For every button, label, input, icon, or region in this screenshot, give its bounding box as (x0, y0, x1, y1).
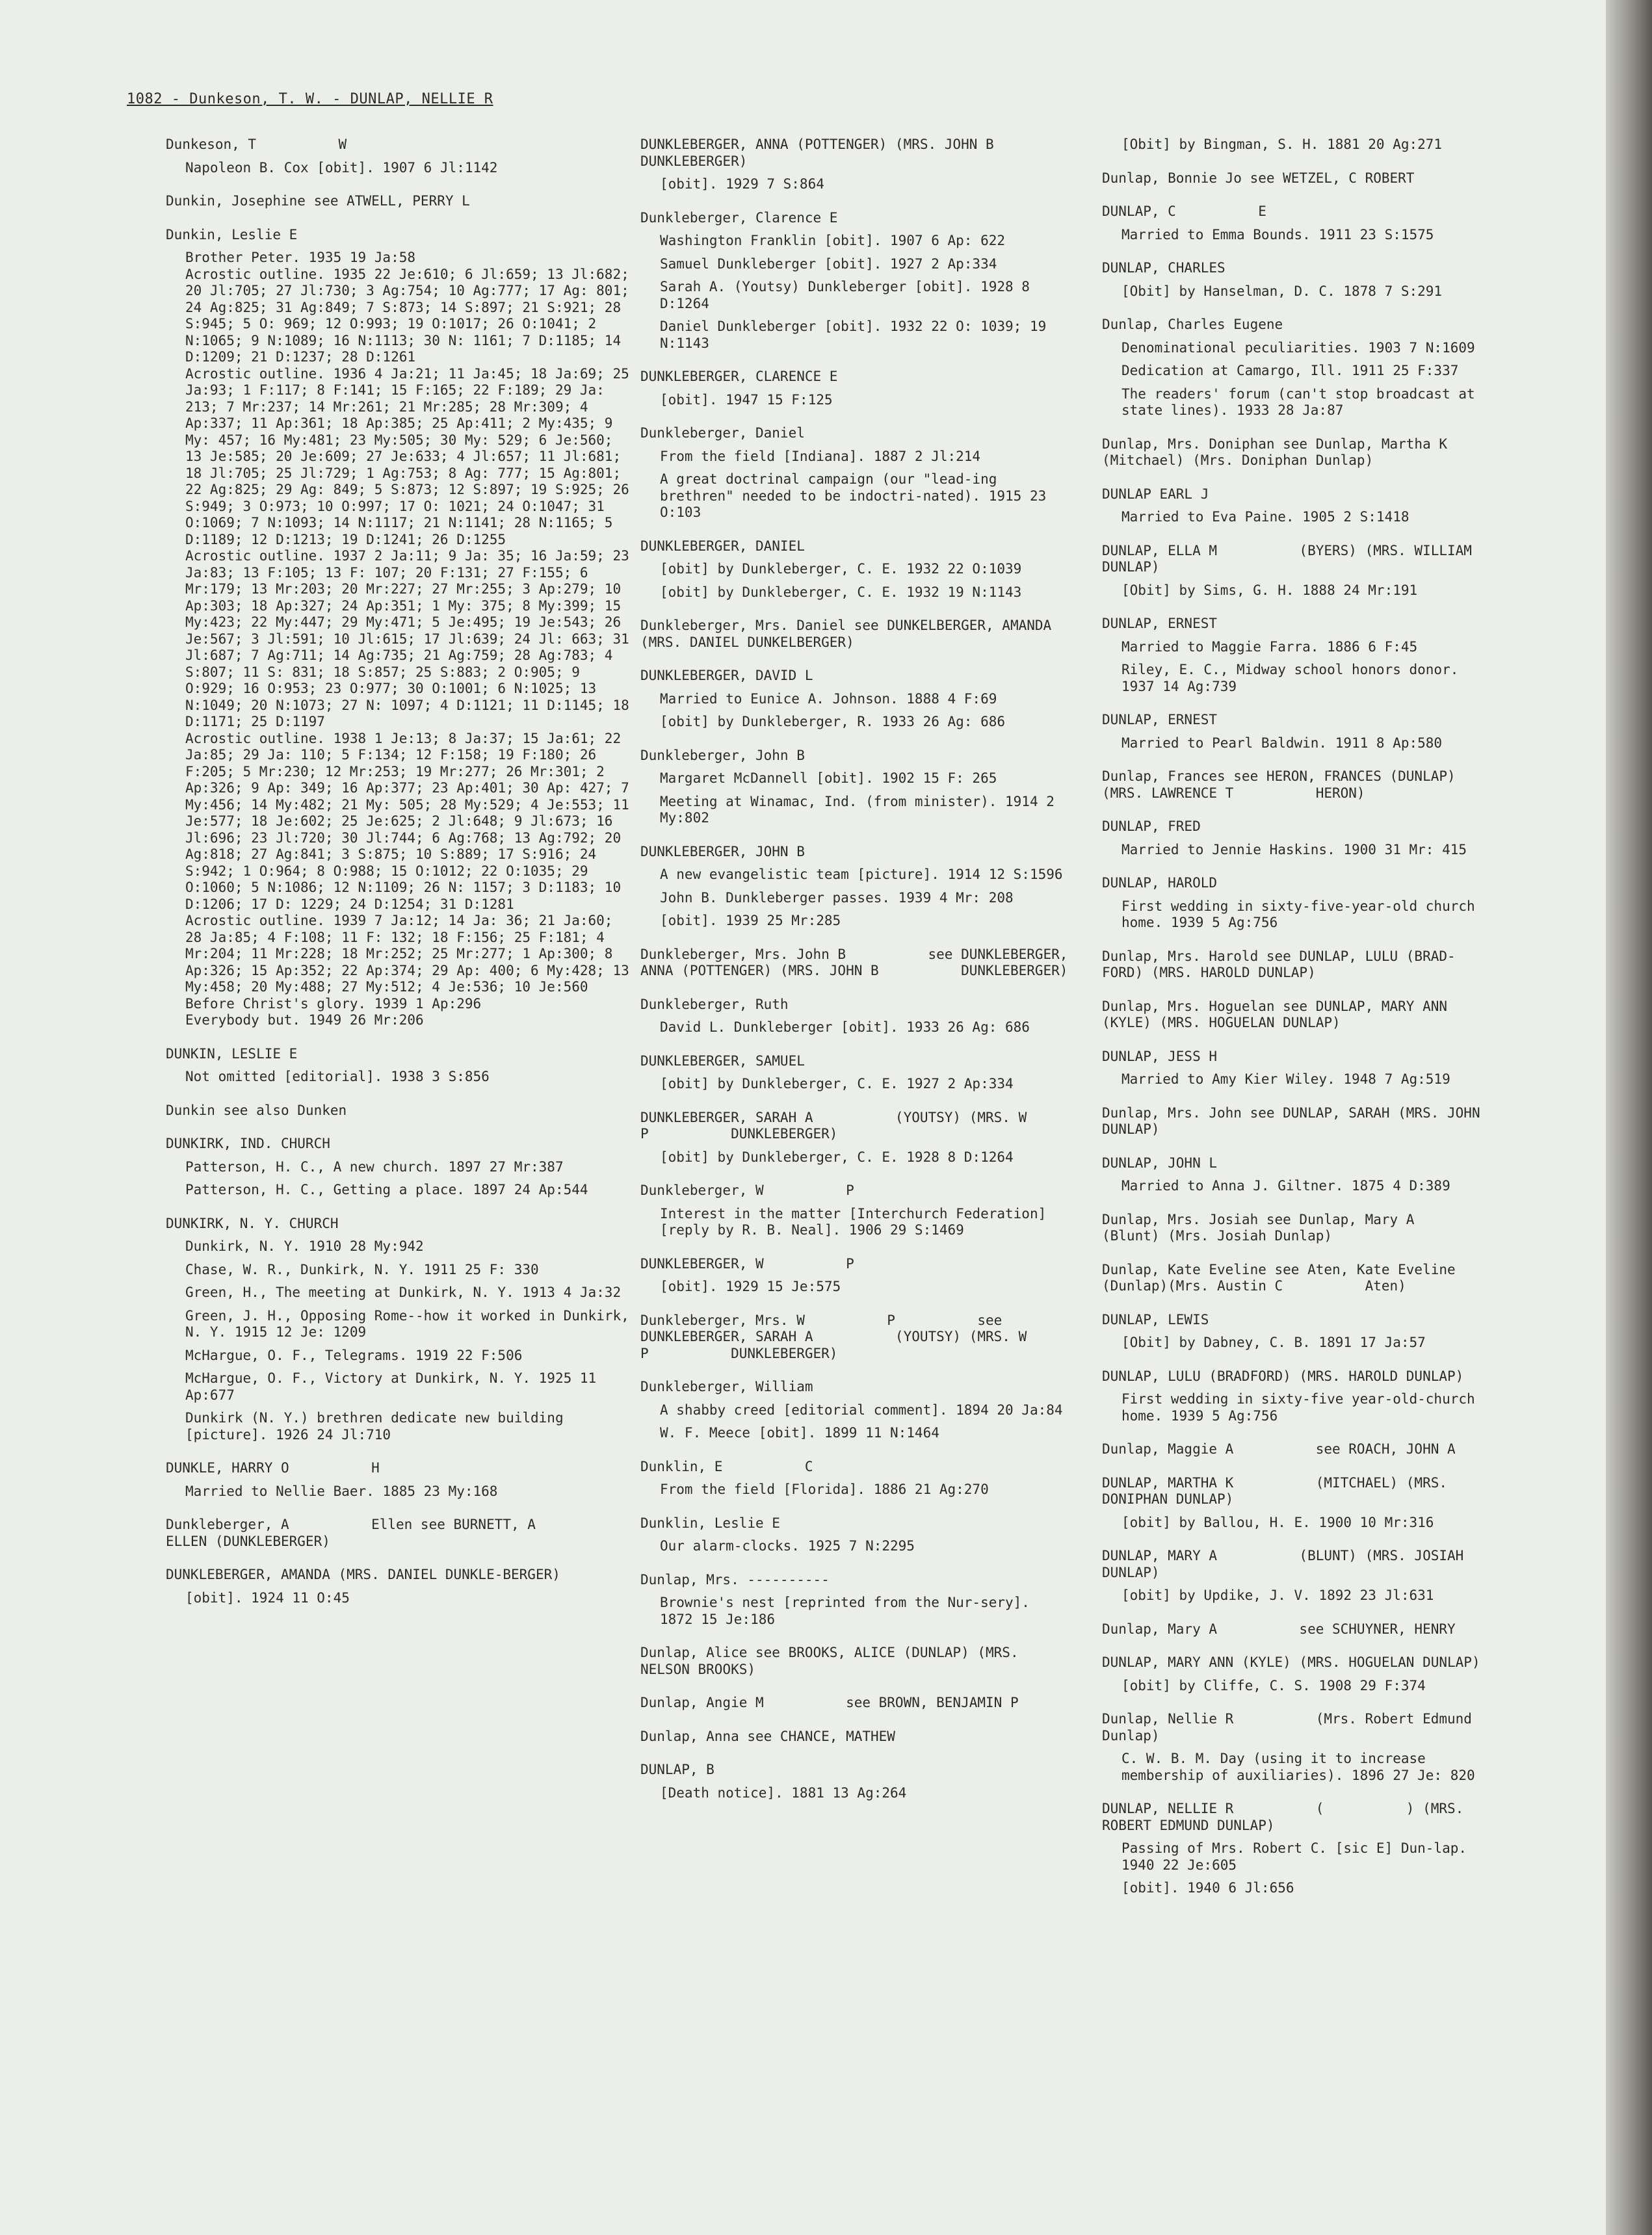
entry-reference: Dunkirk, N. Y. 1910 28 My:942 (185, 1238, 424, 1254)
entry-reference: Meeting at Winamac, Ind. (from minister). 1914 2 My:802 (660, 793, 1063, 826)
entry-reference: [Death notice]. 1881 13 Ag:264 (660, 1784, 907, 1801)
entry-reference: Brother Peter. 1935 19 Ja:58 Acrostic outline. 1935 22 Je:610; 6 Jl:659; 13 Jl:682; 20 Jl:705; 27 Jl:730; 3 Ag:754; 10 Ag:777; 17 Ag: 801; 24 Ag:825; 31 Ag:849; 7 S:873; 14 S:897; 21 S:921; 28 S:945; 5 O: 969; 12 O:993; 19 O:1017; 26 O:1041; 2 N:1065; 9 N:1089; 16 N:1113; 30 N: 1161; 7 D:1185; 14 D:1209; 21 D:1237; 28 D:1261 Acrostic outline. 1936 4 Ja:21; 11 Ja:45; 18 Ja:69; 25 Ja:93; 1 F:117; 8 F:141; 15 F:165; 22 F:189; 29 Ja: 213; 7 Mr:237; 14 Mr:261; 21 Mr:285; 28 Mr:309; 4 Ap:337; 11 Ap:361; 18 Ap:385; 25 Ap:411; 2 My:435; 9 My: 457; 16 My:481; 23 My:505; 30 My: 529; 6 Je:560; 13 Je:585; 20 Je:609; 27 Je:633; 4 Jl:657; 11 Jl:681; 18 Jl:705; 25 Jl:729; 1 Ag:753; 8 Ag: 777; 15 Ag:801; 22 Ag:825; 29 Ag: 849; 5 S:873; 12 S:897; 19 S:925; 26 S:949; 3 O:973; 10 O:997; 17 O: 1021; 24 O:1047; 31 O:1069; 7 N:1093; 14 N:1117; 21 N:1141; 28 N:1165; 5 D:1189; 12 D:1213; 19 D:1241; 26 D:1255 Acrostic outline. 1937 2 Ja:11; 9 Ja: 35; 16 Ja:59; 23 Ja:83; 13 F:105; 13 F: 107; 20 F:131; 27 F:155; 6 Mr:179; 13 Mr:203; 20 Mr:227; 27 Mr:255; 3 Ap:279; 10 Ap:303; 18 Ap:327; 24 Ap:351; 1 My: 375; 8 My:399; 15 My:423; 22 My:447; 29 My:471; 5 Je:495; 19 Je:543; 26 Je:567; 3 Jl:591; 10 Jl:615; 17 Jl:639; 24 Jl: 663; 31 Jl:687; 7 Ag:711; 14 Ag:735; 21 Ag:759; 28 Ag:783; 4 S:807; 11 S: 831; 18 S:857; 25 S:883; 2 O:905; 9 O:929; 16 O:953; 23 O:977; 30 O:1001; 6 N:1025; 13 N:1049; 20 N:1073; 27 N: 1097; 4 D:1121; 11 D:1145; 18 D:1171; 25 D:1197 Acrostic outline. 1938 1 Je:13; 8 Ja:37; 15 Ja:61; 22 Ja:85; 29 Ja: 110; 5 F:134; 12 F:158; 19 F:180; 26 F:205; 5 Mr:230; 12 Mr:253; 19 Mr:277; 26 Mr:301; 2 Ap:326; 9 Ap: 349; 16 Ap:377; 23 Ap:401; 30 Ap: 427; 7 My:456; 14 My:482; 21 My: 505; 28 My:529; 4 Je:553; 11 Je:577; 18 Je:602; 25 Je:625; 2 Jl:648; 9 Jl:673; 16 Jl:696; 23 Jl:720; 30 Jl:744; 6 Ag:768; 13 Ag:792; 20 Ag:818; 27 Ag:841; 3 S:875; 10 S:889; 17 S:916; 24 S:942; 1 O:964; 8 O:988; 15 O:1012; 22 O:1035; 29 O:1060; 5 N:1086; 12 N:1109; 26 N: 1157; 3 D:1183; 10 D:1206; 17 D: 1229; 24 D:1254; 31 D:1281 Acrostic outline. 1939 7 Ja:12; 14 Ja: 36; 21 Ja:60; 28 Ja:85; 4 F:108; 11 F: 132; 18 F:156; 25 F:181; 4 Mr:204; 11 Mr:228; 18 Mr:252; 25 Mr:277; 1 Ap:300; 8 Ap:326; 15 Ap:352; 22 Ap:374; 29 Ap: 400; 6 My:428; 13 My:458; 20 My:488; 27 My:512; 4 Je:536; 10 Je:560 Before Christ's glory. 1939 1 Ap:296 Everybody but. 1949 26 Mr:206 (185, 250, 629, 1028)
index-entry (166, 1517, 634, 1550)
entry-reference: W. F. Meece [obit]. 1899 11 N:1464 (660, 1425, 939, 1441)
index-entry (1102, 137, 1486, 153)
index-entry (1102, 1155, 1486, 1195)
entry-reference: Washington Franklin [obit]. 1907 6 Ap: 622 (660, 233, 1006, 248)
entry-heading: DUNLAP, C E (1102, 203, 1266, 219)
index-entry (640, 1762, 1069, 1801)
entry-reference: [obit]. 1940 6 Jl:656 (1121, 1880, 1294, 1896)
index-entry (1102, 260, 1486, 300)
entry-heading: DUNKIN, LESLIE E (166, 1045, 298, 1062)
index-entry (1102, 486, 1486, 526)
index-entry (640, 538, 1069, 601)
entry-reference: [obit] by Dunkleberger, C. E. 1928 8 D:1264 (660, 1149, 1014, 1165)
entry-reference: The readers' forum (can't stop broadcast at state lines). 1933 28 Ja:87 (1121, 386, 1484, 418)
index-entry (1102, 999, 1486, 1032)
index-entry (1102, 616, 1486, 695)
entry-heading: Dunlap, Mary A see SCHUYNER, HENRY (1102, 1621, 1456, 1637)
entry-heading: DUNLAP EARL J (1102, 486, 1209, 502)
index-entry (1102, 1262, 1486, 1295)
index-entry (640, 1256, 1069, 1296)
entry-reference: [Obit] by Hanselman, D. C. 1878 7 S:291 (1121, 283, 1443, 299)
index-entry (1102, 818, 1486, 858)
index-entry (1102, 1441, 1486, 1458)
entry-reference: From the field [Florida]. 1886 21 Ag:270 (660, 1482, 989, 1497)
index-entry (1102, 436, 1530, 469)
entry-reference: Married to Nellie Baer. 1885 23 My:168 (185, 1483, 498, 1499)
entry-reference: [Obit] by Sims, G. H. 1888 24 Mr:191 (1121, 582, 1418, 598)
entry-reference: [obit]. 1924 11 O:45 (185, 1589, 350, 1606)
index-entry (640, 946, 1077, 980)
entry-reference: Samuel Dunkleberger [obit]. 1927 2 Ap:334 (660, 255, 997, 272)
entry-heading: DUNLAP, FRED (1102, 818, 1201, 834)
index-entry (640, 1312, 1109, 1363)
column-1 (166, 137, 638, 1623)
index-entry (166, 227, 634, 1029)
entry-reference: [obit]. 1929 7 S:864 (660, 176, 824, 192)
entry-reference: David L. Dunkleberger [obit]. 1933 26 Ag: 686 (660, 1019, 1030, 1035)
entry-reference: Our alarm-clocks. 1925 7 N:2295 (660, 1538, 915, 1554)
entry-heading: Dunlap, Charles Eugene (1102, 317, 1283, 332)
entry-heading: Dunlap, Nellie R (Mrs. Robert Edmund Dunlap) (1102, 1711, 1480, 1744)
entry-reference: Napoleon B. Cox [obit]. 1907 6 Jl:1142 (185, 159, 498, 176)
entry-heading: Dunkleberger, Mrs. John B see DUNKLEBERGER, ANNA (POTTENGER) (MRS. JOHN B DUNKLEBERGER) (640, 946, 1077, 978)
entry-heading: Dunkeson, T W (166, 137, 347, 152)
index-entry (640, 1183, 1069, 1239)
entry-heading: Dunlap, Mrs. ---------- (640, 1571, 830, 1588)
index-entry (640, 997, 1069, 1036)
entry-reference: [Obit] by Dabney, C. B. 1891 17 Ja:57 (1121, 1335, 1426, 1350)
index-entry (1102, 170, 1486, 187)
index-entry (640, 618, 1069, 651)
entry-reference: McHargue, O. F., Victory at Dunkirk, N. Y. 1925 11 Ap:677 (185, 1370, 605, 1403)
entry-heading: DUNLAP, MARTHA K (MITCHAEL) (MRS. DONIPHAN DUNLAP) (1102, 1474, 1456, 1507)
entry-heading: Dunlap, Alice see BROOKS, ALICE (DUNLAP) (MRS. NELSON BROOKS) (640, 1645, 1027, 1677)
page-header: 1082 - Dunkeson, T. W. - DUNLAP, NELLIE R (127, 91, 493, 107)
entry-reference: McHargue, O. F., Telegrams. 1919 22 F:506 (185, 1347, 523, 1363)
entry-reference: Married to Jennie Haskins. 1900 31 Mr: 415 (1121, 841, 1467, 857)
entry-reference: Married to Anna J. Giltner. 1875 4 D:389 (1121, 1178, 1450, 1194)
entry-reference: Denominational peculiarities. 1903 7 N:1609 (1121, 339, 1475, 356)
index-entry (1102, 1312, 1486, 1352)
index-entry (640, 1729, 1069, 1745)
entry-reference: C. W. B. M. Day (using it to increase membership of auxiliaries). 1896 27 Je: 820 (1121, 1751, 1475, 1783)
index-entry (1102, 768, 1486, 802)
column-3 (1102, 137, 1530, 1914)
index-entry (640, 1572, 1069, 1628)
entry-heading: Dunlap, Kate Eveline see Aten, Kate Eveline (Dunlap)(Mrs. Austin C Aten) (1102, 1261, 1464, 1294)
entry-reference: Green, J. H., Opposing Rome--how it worked in Dunkirk, N. Y. 1915 12 Je: 1209 (185, 1307, 638, 1340)
entry-heading: DUNLAP, JESS H (1102, 1048, 1218, 1064)
entry-heading: DUNLAP, MARY ANN (KYLE) (MRS. HOGUELAN DUNLAP) (1102, 1654, 1480, 1670)
index-entry (166, 1215, 638, 1444)
entry-heading: DUNKLEBERGER, JOHN B (640, 843, 805, 859)
entry-reference: John B. Dunkleberger passes. 1939 4 Mr: 208 (660, 889, 1014, 906)
entry-reference: Margaret McDannell [obit]. 1902 15 F: 265 (660, 770, 997, 786)
entry-heading: Dunlap, Mrs. Doniphan see Dunlap, Martha K (Mitchael) (Mrs. Doniphan Dunlap) (1102, 436, 1530, 468)
index-entry (640, 1109, 1109, 1166)
index-entry (640, 844, 1069, 930)
entry-reference: [obit] by Dunkleberger, R. 1933 26 Ag: 686 (660, 714, 1006, 729)
entry-heading: Dunkleberger, W P (640, 1183, 854, 1198)
index-entry (1102, 948, 1486, 982)
entry-heading: DUNKLEBERGER, DANIEL (640, 538, 805, 554)
index-entry (640, 748, 1069, 827)
entry-heading: Dunlap, Mrs. Harold see DUNLAP, LULU (BRAD-FORD) (MRS. HAROLD DUNLAP) (1102, 948, 1456, 980)
entry-reference: From the field [Indiana]. 1887 2 Jl:214 (660, 448, 981, 464)
entry-reference: [Obit] by Bingman, S. H. 1881 20 Ag:271 (1121, 137, 1443, 152)
entry-heading: DUNLAP, B (640, 1762, 715, 1777)
entry-reference: First wedding in sixty-five year-old-church home. 1939 5 Ag:756 (1121, 1391, 1484, 1424)
entry-reference: First wedding in sixty-five-year-old church home. 1939 5 Ag:756 (1121, 898, 1484, 930)
index-entry (1102, 1711, 1486, 1784)
entry-reference: Dedication at Camargo, Ill. 1911 25 F:337 (1121, 363, 1459, 378)
entry-reference: [obit] by Updike, J. V. 1892 23 Jl:631 (1121, 1588, 1434, 1603)
index-entry (166, 193, 634, 210)
entry-reference: [obit] by Dunkleberger, C. E. 1932 22 O:1039 (660, 561, 1022, 577)
index-entry (1102, 875, 1486, 932)
index-entry (1102, 1621, 1486, 1638)
entry-heading: Dunkleberger, William (640, 1379, 813, 1394)
entry-reference: Patterson, H. C., Getting a place. 1897 24 Ap:544 (185, 1182, 588, 1197)
entry-reference: Married to Amy Kier Wiley. 1948 7 Ag:519 (1121, 1071, 1450, 1087)
entry-heading: DUNLAP, LULU (BRADFORD) (MRS. HAROLD DUNLAP) (1102, 1368, 1464, 1384)
entry-heading: DUNKIRK, IND. CHURCH (166, 1136, 330, 1151)
entry-heading: Dunkleberger, A Ellen see BURNETT, A ELLEN (DUNKLEBERGER) (166, 1517, 618, 1549)
column-2 (640, 137, 1109, 1818)
entry-reference: Riley, E. C., Midway school honors donor. 1937 14 Ag:739 (1121, 662, 1467, 694)
entry-heading: DUNLAP, MARY A (BLUNT) (MRS. JOSIAH DUNLAP) (1102, 1548, 1472, 1580)
entry-heading: DUNKLEBERGER, SAMUEL (640, 1052, 805, 1069)
index-entry (1102, 543, 1486, 599)
entry-reference: Not omitted [editorial]. 1938 3 S:856 (185, 1069, 490, 1084)
entry-heading: Dunklin, Leslie E (640, 1515, 780, 1531)
entry-reference: Patterson, H. C., A new church. 1897 27 Mr:387 (185, 1158, 564, 1175)
entry-heading: Dunkleberger, Clarence E (640, 209, 838, 226)
entry-heading: DUNLAP, JOHN L (1102, 1155, 1218, 1171)
entry-reference: A shabby creed [editorial comment]. 1894 20 Ja:84 (660, 1402, 1063, 1418)
index-entry (166, 1046, 634, 1086)
entry-heading: Dunlap, Anna see CHANCE, MATHEW (640, 1728, 895, 1744)
index-entry (640, 1695, 1069, 1712)
index-entry (640, 369, 1069, 408)
index-entry (1102, 1211, 1497, 1245)
entry-heading: Dunlap, Mrs. Josiah see Dunlap, Mary A (Blunt) (Mrs. Josiah Dunlap) (1102, 1211, 1497, 1244)
entry-reference: Brownie's nest [reprinted from the Nur-sery]. 1872 15 Je:186 (660, 1595, 1038, 1627)
entry-heading: DUNLAP, ELLA M (BYERS) (MRS. WILLIAM DUNLAP) (1102, 542, 1480, 575)
entry-heading: DUNKLEBERGER, ANNA (POTTENGER) (MRS. JOHN B DUNKLEBERGER) (640, 137, 1077, 169)
entry-reference: Married to Pearl Baldwin. 1911 8 Ap:580 (1121, 735, 1443, 751)
index-entry (1102, 1548, 1486, 1604)
entry-reference: A new evangelistic team [picture]. 1914 12 S:1596 (660, 867, 1063, 882)
entry-reference: [obit]. 1929 15 Je:575 (660, 1279, 841, 1294)
entry-reference: Green, H., The meeting at Dunkirk, N. Y. 1913 4 Ja:32 (185, 1285, 622, 1300)
index-entry (1102, 1801, 1486, 1897)
entry-heading: Dunklin, E C (640, 1458, 813, 1474)
index-entry (640, 1459, 1069, 1498)
index-entry (166, 1136, 634, 1199)
entry-heading: DUNLAP, LEWIS (1102, 1311, 1209, 1327)
entry-reference: Married to Maggie Farra. 1886 6 F:45 (1121, 638, 1418, 655)
entry-heading: DUNKLEBERGER, AMANDA (MRS. DANIEL DUNKLE-BERGER) (166, 1567, 560, 1582)
entry-heading: DUNKLEBERGER, W P (640, 1255, 854, 1272)
index-entry (640, 668, 1069, 731)
entry-heading: DUNLAP, CHARLES (1102, 260, 1226, 276)
entry-reference: Interest in the matter [Interchurch Federation] [reply by R. B. Neal]. 1906 29 S:1469 (660, 1205, 1055, 1238)
entry-heading: Dunkleberger, Daniel (640, 425, 805, 441)
entry-heading: Dunlap, Mrs. John see DUNLAP, SARAH (MRS. JOHN DUNLAP) (1102, 1104, 1489, 1137)
index-entry (640, 1379, 1069, 1442)
entry-reference: Sarah A. (Youtsy) Dunkleberger [obit]. 1928 8 D:1264 (660, 279, 1038, 311)
entry-heading: Dunkleberger, John B (640, 747, 805, 763)
index-entry (1102, 1475, 1486, 1532)
entry-reference: Married to Eva Paine. 1905 2 S:1418 (1121, 509, 1409, 525)
entry-heading: Dunlap, Frances see HERON, FRANCES (DUNLAP) (MRS. LAWRENCE T HERON) (1102, 768, 1464, 801)
entry-heading: Dunlap, Mrs. Hoguelan see DUNLAP, MARY ANN (KYLE) (MRS. HOGUELAN DUNLAP) (1102, 998, 1456, 1030)
entry-heading: Dunlap, Bonnie Jo see WETZEL, C ROBERT (1102, 170, 1415, 186)
entry-reference: Passing of Mrs. Robert C. [sic E] Dun-lap. 1940 22 Je:605 (1121, 1840, 1475, 1873)
index-entry (640, 1645, 1069, 1678)
index-entry (166, 137, 634, 176)
entry-heading: DUNKIRK, N. Y. CHURCH (166, 1215, 339, 1231)
index-entry (640, 137, 1077, 193)
entry-reference: Daniel Dunkleberger [obit]. 1932 22 O: 1039; 19 N:1143 (660, 319, 1055, 351)
index-entry (1102, 1368, 1486, 1425)
index-entry (640, 425, 1069, 521)
index-entry (166, 1460, 634, 1500)
entry-heading: DUNLAP, ERNEST (1102, 616, 1218, 631)
entry-reference: [obit] by Cliffe, C. S. 1908 29 F:374 (1121, 1677, 1426, 1693)
entry-reference: [obit]. 1939 25 Mr:285 (660, 913, 841, 928)
entry-heading: Dunkleberger, Mrs. W P see DUNKLEBERGER, SARAH A (YOUTSY) (MRS. W P DUNKLEBERGER) (640, 1312, 1109, 1361)
entry-heading: DUNLAP, ERNEST (1102, 712, 1218, 727)
index-entry (640, 1515, 1069, 1555)
entry-heading: DUNLAP, NELLIE R ( ) (MRS. ROBERT EDMUND DUNLAP) (1102, 1801, 1472, 1833)
entry-reference: Married to Eunice A. Johnson. 1888 4 F:69 (660, 690, 997, 707)
entry-reference: [obit] by Ballou, H. E. 1900 10 Mr:316 (1121, 1514, 1434, 1530)
entry-reference: Chase, W. R., Dunkirk, N. Y. 1911 25 F: 330 (185, 1261, 539, 1277)
entry-heading: DUNLAP, HAROLD (1102, 875, 1218, 891)
entry-heading: DUNKLE, HARRY O H (166, 1460, 380, 1476)
index-entry (166, 1103, 634, 1119)
entry-reference: [obit] by Dunkleberger, C. E. 1927 2 Ap:334 (660, 1076, 1014, 1091)
entry-heading: Dunkin see also Dunken (166, 1102, 347, 1118)
entry-heading: Dunlap, Maggie A see ROACH, JOHN A (1102, 1441, 1456, 1457)
entry-reference: Dunkirk (N. Y.) brethren dedicate new building [picture]. 1926 24 Jl:710 (185, 1410, 572, 1443)
index-entry (1102, 1654, 1486, 1694)
entry-heading: Dunlap, Angie M see BROWN, BENJAMIN P (640, 1695, 1019, 1710)
entry-heading: Dunkin, Josephine see ATWELL, PERRY L (166, 193, 470, 209)
index-entry (1102, 1049, 1486, 1088)
entry-reference: A great doctrinal campaign (our "lead-ing brethren" needed to be indoctri-nated). 1915 23 O:103 (660, 471, 1055, 520)
index-entry (166, 1567, 634, 1606)
entry-reference: Married to Emma Bounds. 1911 23 S:1575 (1121, 226, 1434, 242)
index-entry (1102, 203, 1486, 243)
index-entry (640, 210, 1069, 352)
entry-heading: DUNKLEBERGER, CLARENCE E (640, 369, 838, 384)
book-spine-shadow (1606, 0, 1652, 2235)
entry-heading: DUNKLEBERGER, DAVID L (640, 668, 813, 683)
index-entry (1102, 317, 1486, 419)
index-entry (1102, 712, 1486, 752)
entry-heading: Dunkin, Leslie E (166, 226, 298, 242)
index-entry (640, 1053, 1069, 1093)
entry-heading: Dunkleberger, Mrs. Daniel see DUNKELBERGER, AMANDA (MRS. DANIEL DUNKELBERGER) (640, 618, 1060, 650)
entry-reference: [obit] by Dunkleberger, C. E. 1932 19 N:1143 (660, 584, 1022, 600)
index-entry (1102, 1104, 1489, 1138)
entry-reference: [obit]. 1947 15 F:125 (660, 391, 833, 408)
entry-heading: DUNKLEBERGER, SARAH A (YOUTSY) (MRS. W P DUNKLEBERGER) (640, 1109, 1109, 1142)
entry-heading: Dunkleberger, Ruth (640, 996, 789, 1012)
